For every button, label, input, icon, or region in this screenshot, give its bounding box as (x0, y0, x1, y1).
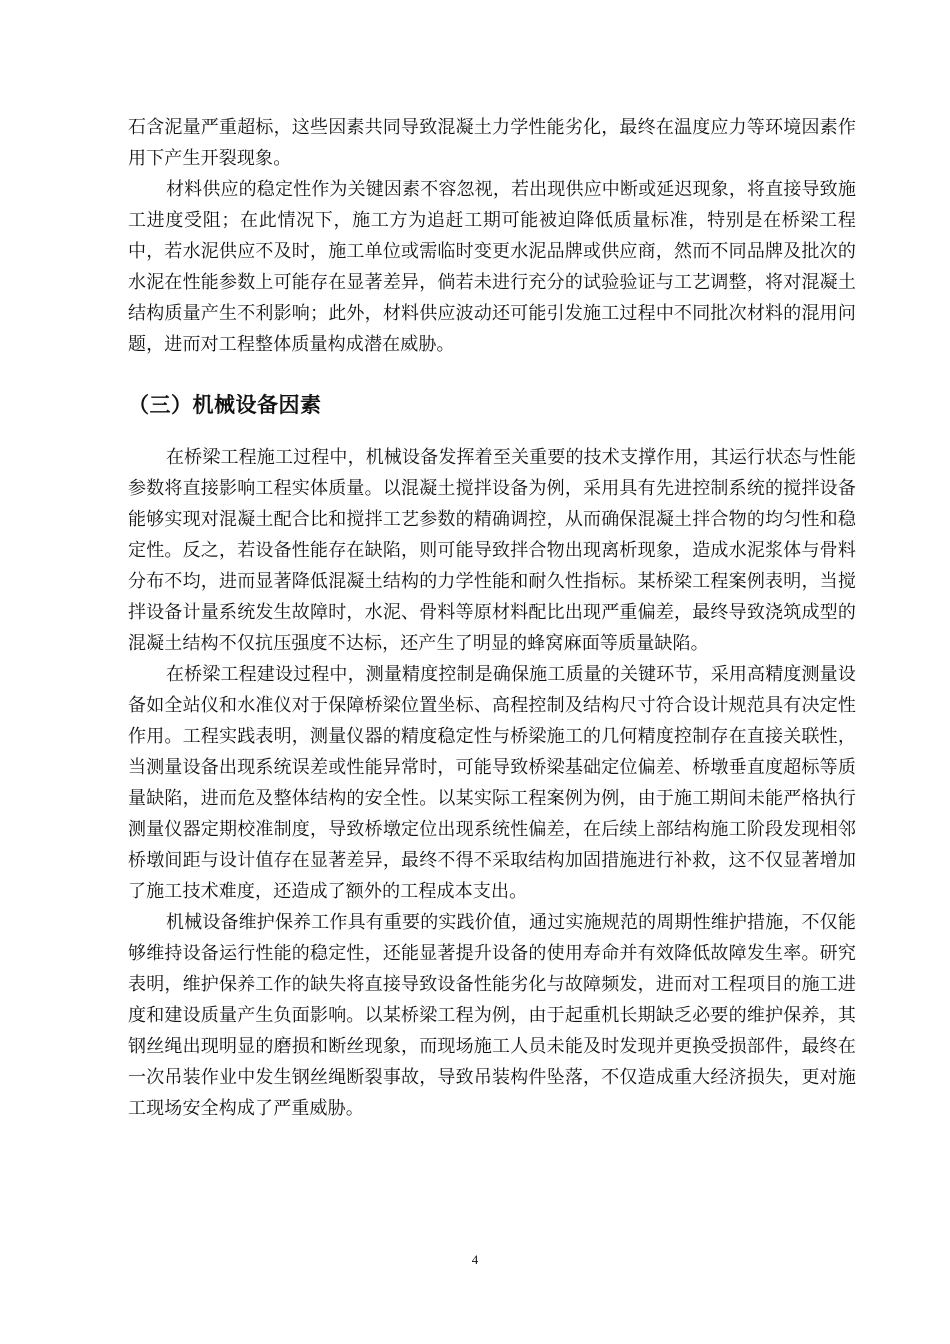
section-heading: （三）机械设备因素 (128, 393, 322, 417)
paragraph-material-supply: 材料供应的稳定性作为关键因素不容忽视，若出现供应中断或延迟现象，将直接导致施工进度受阻；在此情况下，施工方为追赶工期可能被迫降低质量标准，特别是在桥梁工程中，若水泥供应不及时，施工单位或需临时变更水泥品牌或供应商，然而不同品牌及批次的水泥在性能参数上可能存在显著差异，倘若未进行充分的试验验证与工艺调整，将对混凝土结构质量产生不利影响；此外，材料供应波动还可能引发施工过程中不同批次材料的混用问题，进而对工程整体质量构成潜在威胁。 (128, 179, 856, 355)
paragraph-equipment-maintenance: 机械设备维护保养工作具有重要的实践价值，通过实施规范的周期性维护措施，不仅能够维持设备运行性能的稳定性，还能显著提升设备的使用寿命并有效降低故障发生率。研究表明，维护保养工作的缺失将直接导致设备性能劣化与故障频发，进而对工程项目的施工进度和建设质量产生负面影响。以某桥梁工程为例，由于起重机长期缺乏必要的维护保养，其钢丝绳出现明显的磨损和断丝现象，而现场施工人员未能及时发现并更换受损部件，最终在一次吊装作业中发生钢丝绳断裂事故，导致吊装构件坠落，不仅造成重大经济损失，更对施工现场安全构成了严重威胁。 (128, 912, 856, 1119)
paragraph-measurement-accuracy: 在桥梁工程建设过程中，测量精度控制是确保施工质量的关键环节，采用高精度测量设备如全站仪和水准仪对于保障桥梁位置坐标、高程控制及结构尺寸符合设计规范具有决定性作用。工程实践表明，测量仪器的精度稳定性与桥梁施工的几何精度控制存在直接关联性，当测量设备出现系统误差或性能异常时，可能导致桥梁基础定位偏差、桥墩垂直度超标等质量缺陷，进而危及整体结构的安全性。以某实际工程案例为例，由于施工期间未能严格执行测量仪器定期校准制度，导致桥墩定位出现系统性偏差，在后续上部结构施工阶段发现相邻桥墩间距与设计值存在显著差异，最终不得不采取结构加固措施进行补救，这不仅显著增加了施工技术难度，还造成了额外的工程成本支出。 (128, 664, 856, 902)
paragraph-continuation: 石含泥量严重超标，这些因素共同导致混凝土力学性能劣化，最终在温度应力等环境因素作用下产生开裂现象。 (128, 117, 856, 169)
paragraph-mixing-equipment: 在桥梁工程施工过程中，机械设备发挥着至关重要的技术支撑作用，其运行状态与性能参数将直接影响工程实体质量。以混凝土搅拌设备为例，采用具有先进控制系统的搅拌设备能够实现对混凝土配合比和搅拌工艺参数的精确调控，从而确保混凝土拌合物的均匀性和稳定性。反之，若设备性能存在缺陷，则可能导致拌合物出现离析现象，造成水泥浆体与骨料分布不均，进而显著降低混凝土结构的力学性能和耐久性指标。某桥梁工程案例表明，当搅拌设备计量系统发生故障时，水泥、骨料等原材料配比出现严重偏差，最终导致浇筑成型的混凝土结构不仅抗压强度不达标，还产生了明显的蜂窝麻面等质量缺陷。 (128, 447, 856, 654)
document-body (128, 112, 856, 1124)
page-number: 4 (471, 1252, 479, 1267)
